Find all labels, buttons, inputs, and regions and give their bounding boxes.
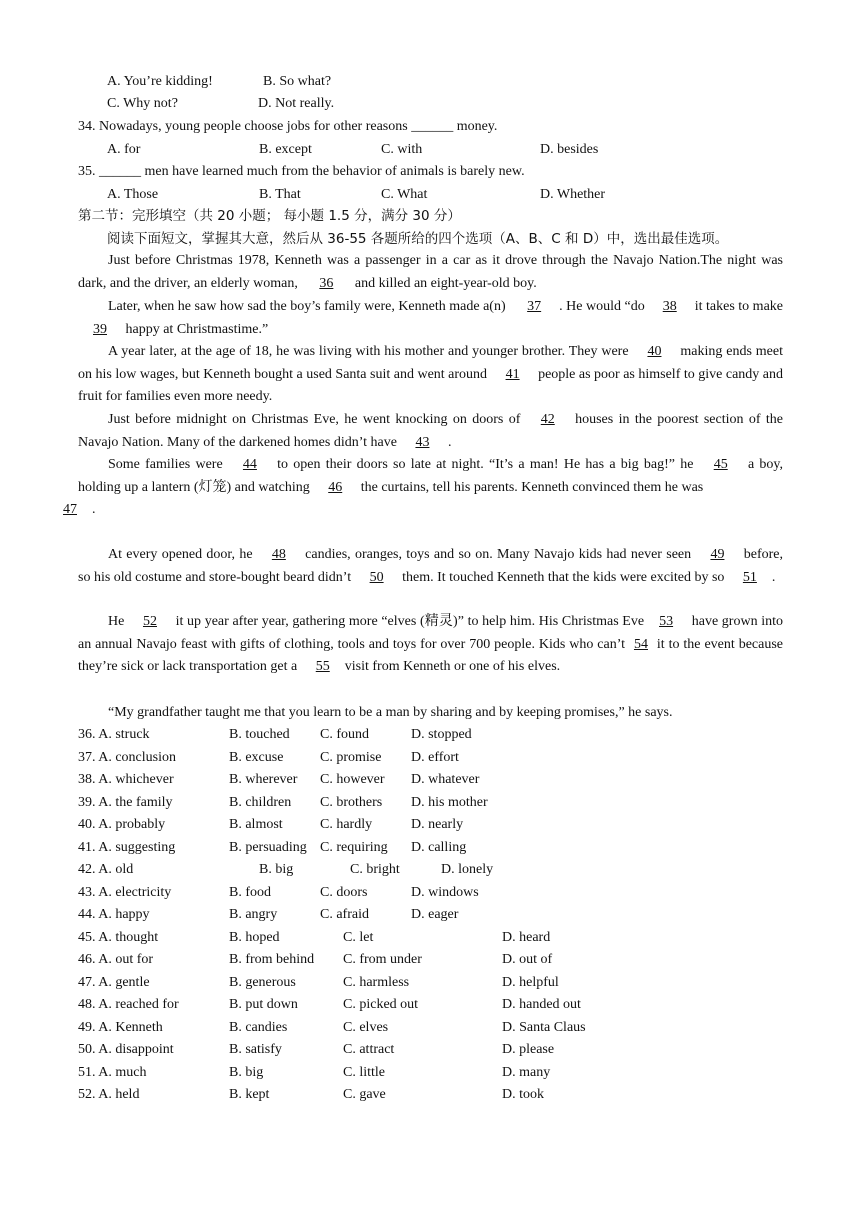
option-b: B. children	[229, 795, 292, 810]
text: At every opened door, he	[108, 547, 257, 562]
q35-option-b: B. That	[259, 187, 301, 202]
q35-option-d: D. Whether	[540, 187, 606, 202]
section-title: 第二节：完形填空（共 20 小题； 每小题 1.5 分，满分 30 分）	[78, 208, 461, 224]
option-row	[0, 949, 860, 971]
text: Just before Christmas 1978, Kenneth was a passenger in a car as it drove through the Navajo Nation.The night was dark, and the driver, an elderly woman,	[78, 253, 783, 291]
option-b: B. put down	[229, 997, 298, 1012]
text: He	[108, 614, 128, 629]
option-a: 52. A. held	[78, 1087, 140, 1102]
option-row	[0, 747, 860, 769]
q33-option-a: A. You’re kidding!	[107, 74, 213, 89]
option-row	[0, 1017, 860, 1039]
blank-41: 41	[505, 366, 520, 382]
option-c: C. hardly	[320, 817, 373, 832]
option-d: D. his mother	[411, 795, 488, 810]
option-b: B. touched	[229, 727, 290, 742]
option-row	[0, 1062, 860, 1084]
option-b: B. generous	[229, 975, 296, 990]
option-d: D. windows	[411, 885, 479, 900]
option-d: D. took	[502, 1087, 544, 1102]
blank-38: 38	[662, 299, 677, 314]
option-c: C. found	[320, 727, 369, 742]
passage-paragraph-1	[78, 250, 783, 295]
option-a: 50. A. disappoint	[78, 1042, 174, 1057]
option-d: D. helpful	[502, 975, 559, 990]
section-instruction: 阅读下面短文，掌握其大意，然后从 36-55 各题所给的四个选项（A、B、C 和 D）中，选出最佳选项。	[107, 231, 729, 247]
option-d: D. out of	[502, 952, 553, 967]
option-c: C. let	[343, 930, 374, 945]
option-row	[0, 814, 860, 836]
option-c: C. brothers	[320, 795, 383, 810]
option-a: 51. A. much	[78, 1065, 147, 1080]
blank-53: 53	[659, 614, 674, 629]
q33-option-d: D. Not really.	[258, 96, 335, 111]
option-b: B. big	[229, 1065, 264, 1080]
blank-44: 44	[242, 457, 257, 472]
passage-paragraph-7	[78, 611, 783, 679]
option-b: B. almost	[229, 817, 283, 832]
option-a: 39. A. the family	[78, 795, 173, 810]
text: to open their doors so late at night. “It’s a man! He has a big bag!” he	[271, 457, 699, 472]
q35-options	[0, 184, 860, 206]
option-d: D. nearly	[411, 817, 464, 832]
option-b: B. from behind	[229, 952, 315, 967]
text: before, so his old costume and store-bought beard didn’t	[78, 547, 783, 585]
option-d: D. eager	[411, 907, 459, 922]
text: making ends meet on his low wages, but Kenneth bought a used Santa suit and went around	[78, 344, 783, 382]
passage-paragraph-3	[78, 341, 783, 409]
option-a: 41. A. suggesting	[78, 840, 176, 855]
option-b: B. big	[259, 862, 294, 877]
option-d: D. heard	[502, 930, 551, 945]
text: .	[771, 569, 776, 585]
text: A year later, at the age of 18, he was living with his mother and younger brother. They were	[108, 344, 633, 359]
option-c: C. from under	[343, 952, 422, 967]
text: them. It touched Kenneth that the kids were excited by so	[398, 569, 728, 585]
text: people as poor as himself to give candy and fruit for families even more needy.	[78, 366, 784, 405]
passage-paragraph-5	[63, 454, 783, 522]
text: “My grandfather taught me that you learn to be a man by sharing and by keeping promises,” he says.	[108, 705, 673, 720]
blank-50: 50	[369, 569, 384, 585]
option-a: 37. A. conclusion	[78, 750, 176, 765]
q34-option-d: D. besides	[540, 142, 599, 157]
option-d: D. calling	[411, 840, 467, 855]
blank-46: 46	[328, 479, 343, 495]
option-a: 46. A. out for	[78, 952, 154, 967]
option-b: B. food	[229, 885, 271, 900]
option-a: 47. A. gentle	[78, 975, 150, 990]
option-d: D. lonely	[441, 862, 494, 877]
blank-43: 43	[415, 434, 430, 450]
q34-options	[0, 139, 860, 161]
option-b: B. satisfy	[229, 1042, 282, 1057]
q33-option-c: C. Why not?	[107, 96, 178, 111]
option-b: B. hoped	[229, 930, 280, 945]
option-row	[0, 859, 860, 881]
option-c: C. requiring	[320, 840, 388, 855]
q34-stem-text: 34. Nowadays, young people choose jobs for other reasons ______ money.	[78, 119, 498, 134]
option-a: 36. A. struck	[78, 727, 150, 742]
blank-36: 36	[319, 275, 334, 291]
q34-option-b: B. except	[259, 142, 312, 157]
q34-stem	[0, 116, 860, 138]
q33-option-b: B. So what?	[263, 74, 332, 89]
option-b: B. candies	[229, 1020, 288, 1035]
passage-paragraph-4	[78, 409, 783, 454]
blank-54: 54	[633, 636, 648, 652]
option-a: 45. A. thought	[78, 930, 159, 945]
q35-stem	[0, 161, 860, 183]
option-c: C. afraid	[320, 907, 369, 922]
option-row	[0, 769, 860, 791]
option-a: 48. A. reached for	[78, 997, 179, 1012]
text: Later, when he saw how sad the boy’s family were, Kenneth made a(n)	[108, 299, 510, 314]
section-heading	[0, 205, 860, 227]
text: .	[92, 502, 96, 518]
blank-48: 48	[271, 547, 286, 562]
option-row	[0, 927, 860, 949]
blank-45: 45	[713, 457, 728, 472]
option-d: D. effort	[411, 750, 459, 765]
blank-47: 47	[63, 502, 77, 518]
q35-option-a: A. Those	[107, 187, 159, 202]
text: the curtains, tell his parents. Kenneth convinced them he was	[357, 479, 704, 495]
blank-51: 51	[742, 569, 757, 585]
option-d: D. stopped	[411, 727, 472, 742]
option-d: D. whatever	[411, 772, 480, 787]
blank-52: 52	[142, 614, 157, 629]
passage-paragraph-2	[78, 296, 783, 341]
option-row	[0, 1084, 860, 1106]
q33-options-row-2	[0, 93, 860, 115]
option-row	[0, 972, 860, 994]
text: houses in the poorest section of the Navajo Nation. Many of the darkened homes didn’t have	[78, 412, 783, 450]
option-row	[0, 882, 860, 904]
q35-option-c: C. What	[381, 187, 428, 202]
text: it takes to make	[694, 299, 783, 314]
option-c: C. elves	[343, 1020, 389, 1035]
option-row	[0, 1039, 860, 1061]
option-c: C. harmless	[343, 975, 410, 990]
option-d: D. handed out	[502, 997, 581, 1012]
option-a: 44. A. happy	[78, 907, 150, 922]
q33-options-row-1	[0, 71, 860, 93]
text: visit from Kenneth or one of his elves.	[344, 659, 561, 675]
q35-stem-text: 35. ______ men have learned much from the behavior of animals is barely new.	[78, 164, 525, 179]
text: it up year after year, gathering more “elves (精灵)” to help him. His Christmas Eve	[171, 614, 645, 629]
q34-option-c: C. with	[381, 142, 423, 157]
option-c: C. doors	[320, 885, 368, 900]
option-a: 40. A. probably	[78, 817, 166, 832]
text: .	[444, 434, 452, 450]
blank-39: 39	[93, 321, 107, 337]
option-row	[0, 792, 860, 814]
option-b: B. persuading	[229, 840, 307, 855]
blank-49: 49	[710, 547, 725, 562]
option-c: C. little	[343, 1065, 385, 1080]
option-c: C. attract	[343, 1042, 395, 1057]
option-a: 43. A. electricity	[78, 885, 172, 900]
text: happy at Christmastime.”	[122, 321, 269, 337]
text: a boy, holding up a lantern (灯笼) and watching	[78, 457, 783, 495]
option-b: B. wherever	[229, 772, 298, 787]
option-c: C. however	[320, 772, 385, 787]
option-b: B. kept	[229, 1087, 270, 1102]
option-b: B. excuse	[229, 750, 284, 765]
section-instruction-row	[0, 228, 860, 250]
option-d: D. many	[502, 1065, 551, 1080]
text: candies, oranges, toys and so on. Many Navajo kids had never seen	[300, 547, 696, 562]
option-b: B. angry	[229, 907, 278, 922]
text: . He would “do	[559, 299, 645, 314]
option-row	[0, 724, 860, 746]
option-c: C. bright	[350, 862, 400, 877]
text: and killed an eight-year-old boy.	[351, 275, 537, 291]
blank-40: 40	[647, 344, 662, 359]
blank-37: 37	[527, 299, 542, 314]
option-row	[0, 837, 860, 859]
text: Some families were	[108, 457, 228, 472]
option-d: D. please	[502, 1042, 555, 1057]
option-row	[0, 904, 860, 926]
option-row	[0, 994, 860, 1016]
option-a: 38. A. whichever	[78, 772, 174, 787]
option-c: C. promise	[320, 750, 382, 765]
option-d: D. Santa Claus	[502, 1020, 586, 1035]
option-a: 49. A. Kenneth	[78, 1020, 163, 1035]
text: Just before midnight on Christmas Eve, he went knocking on doors of	[108, 412, 526, 427]
q34-option-a: A. for	[107, 142, 141, 157]
text: have grown into an annual Navajo feast with gifts of clothing, tools and toys for over 700 people. Kids who can’t	[78, 614, 783, 652]
passage-paragraph-8	[78, 702, 783, 725]
passage-paragraph-6	[78, 544, 783, 589]
text: it to the event because they’re sick or lack transportation get a	[78, 636, 783, 675]
blank-55: 55	[315, 659, 330, 675]
option-c: C. gave	[343, 1087, 386, 1102]
option-a: 42. A. old	[78, 862, 134, 877]
option-c: C. picked out	[343, 997, 419, 1012]
blank-42: 42	[540, 412, 555, 427]
